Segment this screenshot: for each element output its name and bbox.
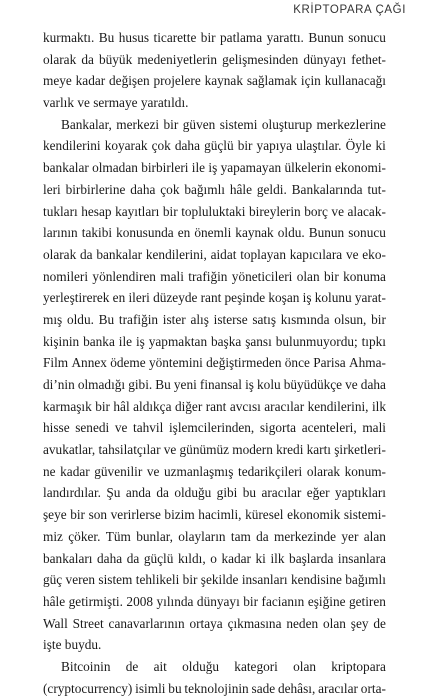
text-line — [43, 482, 386, 504]
word: avcısı — [229, 398, 261, 414]
word: olarak — [43, 246, 77, 262]
word: de — [373, 615, 386, 631]
word: ki — [255, 550, 266, 566]
text-line — [43, 331, 386, 353]
word: birbirleri — [141, 160, 189, 176]
word: merkezinde — [274, 528, 337, 544]
text-line — [43, 309, 386, 331]
word: ve — [345, 246, 359, 262]
word: kişinin — [43, 333, 80, 349]
word: rant — [205, 398, 227, 414]
text-line — [43, 613, 386, 635]
word: sonucu — [348, 225, 386, 241]
word: karmaşık — [43, 398, 92, 414]
word: başlarda — [289, 550, 334, 566]
word: sistemi — [219, 116, 258, 132]
text-line — [43, 569, 386, 591]
word: Annex — [71, 355, 107, 371]
word: olarak — [43, 51, 77, 67]
word: da — [81, 51, 94, 67]
text-line — [43, 49, 386, 71]
word: bu — [168, 680, 182, 696]
word: kıldı, — [177, 550, 206, 566]
word: ve — [146, 463, 160, 479]
word: ilk — [371, 398, 386, 414]
word: yarattı. — [266, 30, 304, 45]
word: günümüz — [179, 442, 230, 458]
word: finansal — [199, 377, 242, 392]
word: husus — [118, 30, 150, 45]
word: eşiğine — [307, 593, 346, 609]
word: ileri — [128, 290, 150, 306]
word: aracılar — [318, 680, 358, 696]
word: Bitcoinin — [61, 658, 111, 674]
text-line-content: varlık ve sermaye yaratıldı. — [43, 95, 189, 111]
word: trafiğin — [188, 268, 228, 284]
word: olarak — [306, 463, 341, 479]
word: medeniyetlerin — [137, 51, 218, 67]
word: Şu — [106, 485, 121, 501]
word: konum- — [344, 463, 386, 479]
text-line — [43, 634, 386, 656]
word: avukatlar, — [43, 442, 96, 458]
word: bizim — [164, 507, 195, 523]
word: bireylerin — [249, 203, 301, 219]
word: ilk — [270, 550, 285, 566]
text-line — [43, 352, 386, 374]
text-line — [43, 656, 386, 678]
word: isimli — [135, 680, 166, 696]
word: merkezi — [116, 116, 160, 132]
word: yönlendiren — [92, 268, 156, 284]
word: tukları — [43, 203, 78, 219]
word: kendilerini — [43, 138, 101, 154]
word: verirlerse — [110, 507, 161, 523]
word: yer — [341, 528, 359, 544]
word: en — [112, 290, 126, 306]
word: ve — [114, 420, 128, 436]
word: hâle — [229, 181, 252, 197]
word: landırdılar. — [43, 485, 101, 501]
word: için — [300, 73, 321, 89]
word: banka — [83, 333, 115, 349]
text-line — [43, 70, 386, 92]
word: yarat- — [354, 290, 386, 306]
word: ne — [43, 463, 56, 479]
word: çıkmasına — [227, 615, 282, 631]
text-line — [43, 396, 386, 418]
word: kategori — [234, 658, 278, 674]
word: kadar — [221, 550, 251, 566]
word: di’nin — [43, 377, 75, 392]
word: orta- — [360, 680, 386, 696]
text-line — [43, 439, 386, 461]
word: hisse — [43, 420, 70, 436]
word: kendisine — [290, 572, 342, 588]
word: koyarak — [104, 138, 148, 154]
word: acenteleri, — [301, 420, 357, 436]
word: olduğu — [182, 658, 220, 674]
word: uzmanlaşmış — [163, 463, 234, 479]
word: dünyayı — [303, 51, 347, 67]
text-line — [43, 266, 386, 288]
word: da — [126, 550, 140, 566]
word: kadar — [75, 73, 106, 89]
word: başka — [211, 333, 242, 349]
word: bağımlı — [184, 181, 225, 197]
word: önemli — [194, 225, 232, 241]
word: daha — [97, 550, 123, 566]
word: büyük — [98, 51, 133, 67]
word: kaynak — [204, 73, 243, 89]
word: ticarette — [153, 30, 197, 45]
text-line — [43, 461, 386, 483]
word: hâl — [113, 398, 130, 414]
word: topluluktaki — [181, 203, 246, 219]
word: trafiğin — [118, 311, 159, 327]
word: modern — [232, 442, 273, 458]
word: kayıtları — [115, 203, 160, 219]
word: bunlar, — [136, 528, 173, 544]
word: larının — [43, 225, 78, 241]
word: şey — [350, 615, 369, 631]
word: bir — [95, 398, 110, 414]
word: canavarlarının — [108, 615, 185, 631]
word: dehâsı, — [277, 680, 316, 696]
text-line — [43, 157, 386, 179]
word: ekonomi- — [335, 160, 386, 176]
word: diğer — [174, 398, 203, 414]
word: kısmında — [280, 311, 330, 327]
word: teknolojinin — [184, 680, 249, 696]
word: ülkelerin — [284, 160, 332, 176]
text-line — [43, 678, 386, 699]
word: 2008 — [126, 593, 154, 609]
word: kriptopara — [331, 658, 386, 674]
word: insanları — [241, 572, 288, 588]
word: önce — [284, 355, 310, 371]
word: Bunun — [308, 225, 345, 241]
word: Bu — [98, 311, 115, 327]
word: en — [177, 225, 191, 241]
word: olan — [323, 615, 346, 631]
word: Ahma- — [348, 355, 386, 371]
word: kartı — [306, 442, 331, 458]
word: kurmaktı. — [43, 30, 95, 45]
word: yılında — [156, 593, 194, 609]
word: sonucu — [348, 30, 386, 45]
word: Bunun — [308, 30, 344, 45]
text-line-content: işte buydu. — [43, 637, 102, 653]
word: yapamayan — [220, 160, 282, 176]
word: bir — [371, 311, 386, 327]
word: (cryptocurrency) — [43, 680, 133, 696]
word: Bankalarında — [291, 181, 363, 197]
word: ki — [375, 138, 386, 154]
word: şeye — [43, 507, 67, 523]
word: bankaları — [43, 550, 93, 566]
word: alacak- — [347, 203, 386, 219]
word: büyüdükçe — [283, 377, 343, 392]
word: aidat — [210, 246, 237, 262]
text-line — [43, 504, 386, 526]
word: bulunmuyordu; — [275, 333, 358, 349]
word: bankalar — [96, 246, 143, 262]
word: kullanacağı — [324, 73, 386, 89]
word: ortaya — [189, 615, 223, 631]
word: aracılar — [261, 485, 302, 501]
word: yerleştirerek — [43, 290, 110, 306]
word: insanlara — [337, 550, 386, 566]
text-line — [43, 27, 386, 49]
word: veren — [65, 572, 96, 588]
word: çöker. — [68, 528, 101, 544]
word: bir — [70, 507, 85, 523]
word: projelere — [153, 73, 201, 89]
word: toplayan — [240, 246, 286, 262]
word: mali — [160, 268, 184, 284]
word: eğer — [306, 485, 330, 501]
word: iş — [135, 333, 145, 349]
word: Bu — [155, 377, 171, 392]
word: gelişmesinden — [222, 51, 299, 67]
word: konuma — [343, 268, 386, 284]
word: iş — [245, 377, 254, 392]
word: ile — [191, 160, 206, 176]
word: çok — [151, 138, 171, 154]
word: bankalar — [43, 160, 89, 176]
word: ve — [163, 442, 177, 458]
word: bir — [323, 268, 339, 284]
word: aracılar — [264, 398, 305, 414]
text-line — [43, 548, 386, 570]
text-line — [43, 244, 386, 266]
word: bağımlı — [345, 572, 386, 588]
text-line — [43, 179, 386, 201]
word: şirketleri- — [334, 442, 386, 458]
word: Wall — [43, 615, 68, 631]
word: eko- — [362, 246, 386, 262]
word: ister — [162, 311, 186, 327]
word: oldu. — [277, 225, 305, 241]
word: da — [156, 485, 169, 501]
text-line — [43, 526, 386, 548]
word: son — [88, 507, 108, 523]
word: yapıya — [256, 138, 292, 154]
word: olduğu — [174, 485, 212, 501]
word: merkezlerine — [316, 116, 386, 132]
word: kendilerini, — [307, 398, 369, 414]
word: kolunu — [314, 290, 352, 306]
word: daha — [360, 377, 386, 392]
text-line — [43, 222, 386, 244]
word: iş — [208, 160, 218, 176]
word: bir — [237, 138, 253, 154]
word: oldu. — [66, 311, 94, 327]
word: yöneticileri — [231, 268, 293, 284]
word: kaynak — [235, 225, 274, 241]
word: kadar — [60, 463, 90, 479]
word: tehlikeli — [135, 572, 180, 588]
word: yaptıkları — [335, 485, 386, 501]
word: geldi. — [256, 181, 287, 197]
word: ekonomik — [287, 507, 341, 523]
word: olmadığı — [77, 377, 126, 392]
word: leri — [43, 181, 61, 197]
word: olan — [296, 268, 320, 284]
word: koşan — [268, 290, 300, 306]
word: sağlamak — [246, 73, 298, 89]
text-line — [43, 135, 386, 157]
text-line — [43, 591, 386, 613]
word: senedi — [75, 420, 110, 436]
word: gibi. — [128, 377, 153, 392]
word: olsun, — [334, 311, 367, 327]
word: olan — [293, 658, 317, 674]
word: miz — [43, 528, 63, 544]
word: Street — [72, 615, 104, 631]
word: meye — [43, 73, 72, 89]
word: isterse — [213, 311, 248, 327]
word: sistem — [98, 572, 133, 588]
word: anda — [125, 485, 151, 501]
word: yöntemini — [148, 355, 203, 371]
word: güvenilir — [94, 463, 143, 479]
word: Bankalar, — [61, 116, 112, 132]
word: kolu — [257, 377, 281, 392]
word: olayların — [178, 528, 226, 544]
word: kendilerini, — [145, 246, 207, 262]
word: oluşturup — [261, 116, 313, 132]
word: o — [210, 550, 217, 566]
word: güven — [182, 116, 216, 132]
word: borç — [304, 203, 328, 219]
text-line — [43, 287, 386, 309]
word: değiştirmeden — [206, 355, 282, 371]
word: bir — [163, 116, 179, 132]
word: kredi — [276, 442, 304, 458]
word: tedarikçileri — [238, 463, 303, 479]
word: bir — [243, 593, 259, 609]
word: Bu — [98, 30, 115, 45]
word: sigorta — [259, 420, 297, 436]
word: dünyayı — [196, 593, 240, 609]
word: Tüm — [105, 528, 131, 544]
word: ödeme — [110, 355, 146, 371]
word: daha — [174, 138, 200, 154]
word: alan — [363, 528, 386, 544]
word: hâle — [43, 593, 66, 609]
text-line — [43, 417, 386, 439]
word: ulaştılar. — [296, 138, 342, 154]
word: takibi — [81, 225, 113, 241]
word: düzeyde — [153, 290, 198, 306]
word: çok — [160, 181, 180, 197]
word: ve — [345, 377, 358, 392]
word: iş — [302, 290, 312, 306]
word: gibi — [216, 485, 238, 501]
word: facianın — [261, 593, 305, 609]
text-line — [43, 374, 386, 396]
word: konusunda — [116, 225, 174, 241]
word: yapmaktan — [148, 333, 208, 349]
word: tam — [230, 528, 251, 544]
word: bu — [242, 485, 257, 501]
word: mali — [362, 420, 386, 436]
running-head: KRİPTOPARA ÇAĞI — [293, 4, 406, 16]
word: nomileri — [43, 268, 89, 284]
word: sistemi- — [343, 507, 386, 523]
word: şansı — [245, 333, 272, 349]
word: hesap — [81, 203, 112, 219]
word: getiren — [348, 593, 386, 609]
word: yeni — [173, 377, 197, 392]
word: güçlü — [204, 138, 234, 154]
word: mış — [43, 311, 63, 327]
word: bir — [162, 203, 178, 219]
word: getirmişti. — [68, 593, 123, 609]
word: satış — [252, 311, 276, 327]
word: tut- — [367, 181, 386, 197]
word: tıpkı — [361, 333, 386, 349]
word: ait — [153, 658, 167, 674]
word: Film — [43, 355, 69, 371]
text-line — [43, 114, 386, 136]
word: ile — [118, 333, 133, 349]
body-text — [43, 27, 386, 699]
word: patlama — [220, 30, 263, 45]
word: bir — [182, 572, 198, 588]
word: hacimli, — [198, 507, 242, 523]
word: bir — [200, 30, 216, 45]
word: tahsilatçılar — [98, 442, 161, 458]
word: da — [256, 528, 269, 544]
word: ve — [331, 203, 344, 219]
word: Parisa — [313, 355, 346, 371]
text-line — [43, 92, 386, 114]
word: alış — [190, 311, 209, 327]
word: birbirlerine — [65, 181, 126, 197]
word: fethet- — [351, 51, 386, 67]
word: sade — [251, 680, 276, 696]
word: rant — [200, 290, 222, 306]
word: küresel — [245, 507, 284, 523]
word: şekilde — [200, 572, 239, 588]
word: tahvil — [133, 420, 164, 436]
word: güçlü — [143, 550, 174, 566]
word: olmadan — [92, 160, 138, 176]
word: aldıkça — [133, 398, 172, 414]
word: Öyle — [345, 138, 372, 154]
word: güç — [43, 572, 63, 588]
word: işlemcilerinden, — [168, 420, 255, 436]
word: da — [80, 246, 93, 262]
word: kapıcılara — [289, 246, 343, 262]
text-line — [43, 201, 386, 223]
word: de — [125, 658, 139, 674]
word: neden — [286, 615, 319, 631]
word: peşinde — [224, 290, 266, 306]
word: daha — [130, 181, 156, 197]
word: değişen — [109, 73, 150, 89]
